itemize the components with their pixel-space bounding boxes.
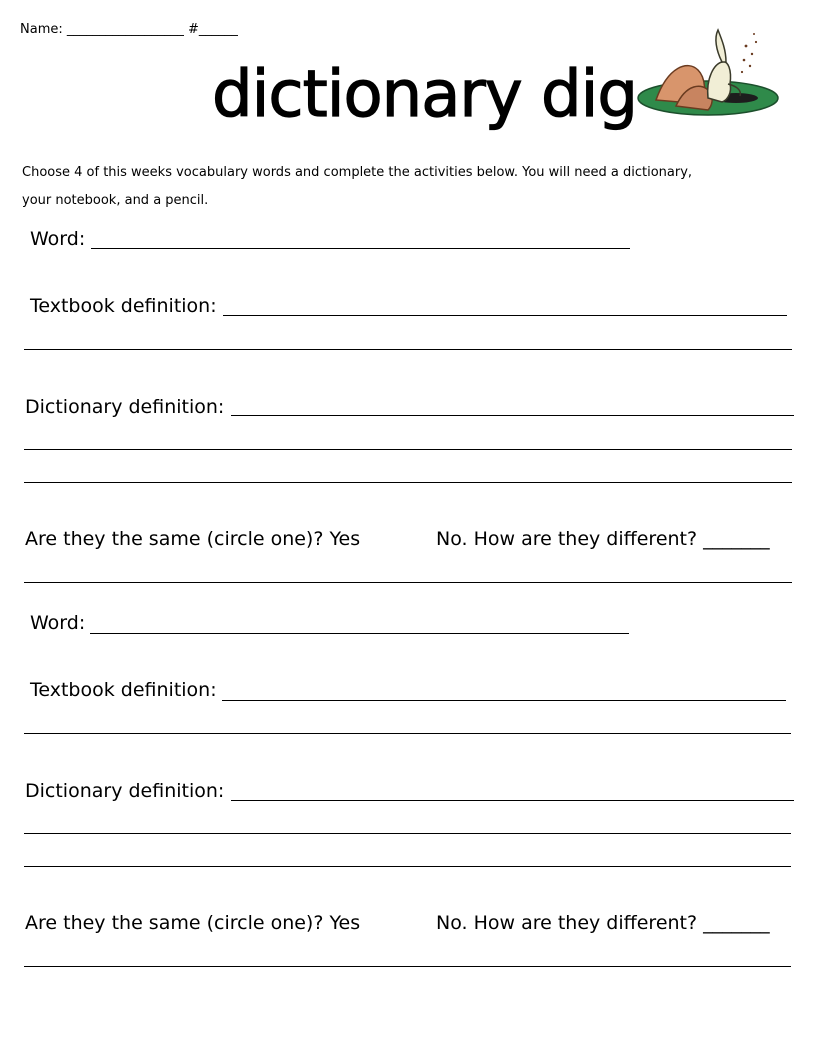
dictionary-definition-label: Dictionary definition: [25, 780, 225, 802]
dictionary-definition-line[interactable] [231, 800, 794, 801]
dog-digging-hole-icon [636, 26, 782, 118]
textbook-definition-line[interactable] [222, 700, 786, 701]
textbook-definition-label: Textbook definition: [30, 295, 217, 317]
dictionary-definition-line[interactable] [24, 833, 791, 834]
word-answer-line[interactable] [91, 248, 630, 249]
same-question: Are they the same (circle one)? Yes [25, 912, 361, 934]
textbook-definition-line[interactable] [24, 349, 792, 350]
instructions-line-1: Choose 4 of this weeks vocabulary words and complete the activities below. You will need a dictionary, [22, 165, 693, 180]
dictionary-definition-label: Dictionary definition: [25, 396, 225, 418]
difference-answer-line[interactable] [24, 582, 792, 583]
different-question: No. How are they different? _______ [436, 912, 770, 934]
word-label: Word: [30, 612, 86, 634]
dictionary-definition-line[interactable] [24, 449, 792, 450]
textbook-definition-line[interactable] [24, 733, 791, 734]
difference-answer-line[interactable] [24, 966, 791, 967]
page-title: dictionary dig [212, 58, 637, 132]
textbook-definition-label: Textbook definition: [30, 679, 217, 701]
word-label: Word: [30, 228, 86, 250]
textbook-definition-line[interactable] [223, 315, 787, 316]
dictionary-definition-line[interactable] [24, 866, 791, 867]
different-question: No. How are they different? _______ [436, 528, 770, 550]
same-question: Are they the same (circle one)? Yes [25, 528, 361, 550]
dictionary-definition-line[interactable] [24, 482, 792, 483]
name-number-field[interactable]: Name: __________________ #______ [20, 22, 238, 37]
dictionary-definition-line[interactable] [231, 415, 794, 416]
word-answer-line[interactable] [90, 633, 629, 634]
instructions-line-2: your notebook, and a pencil. [22, 193, 209, 208]
